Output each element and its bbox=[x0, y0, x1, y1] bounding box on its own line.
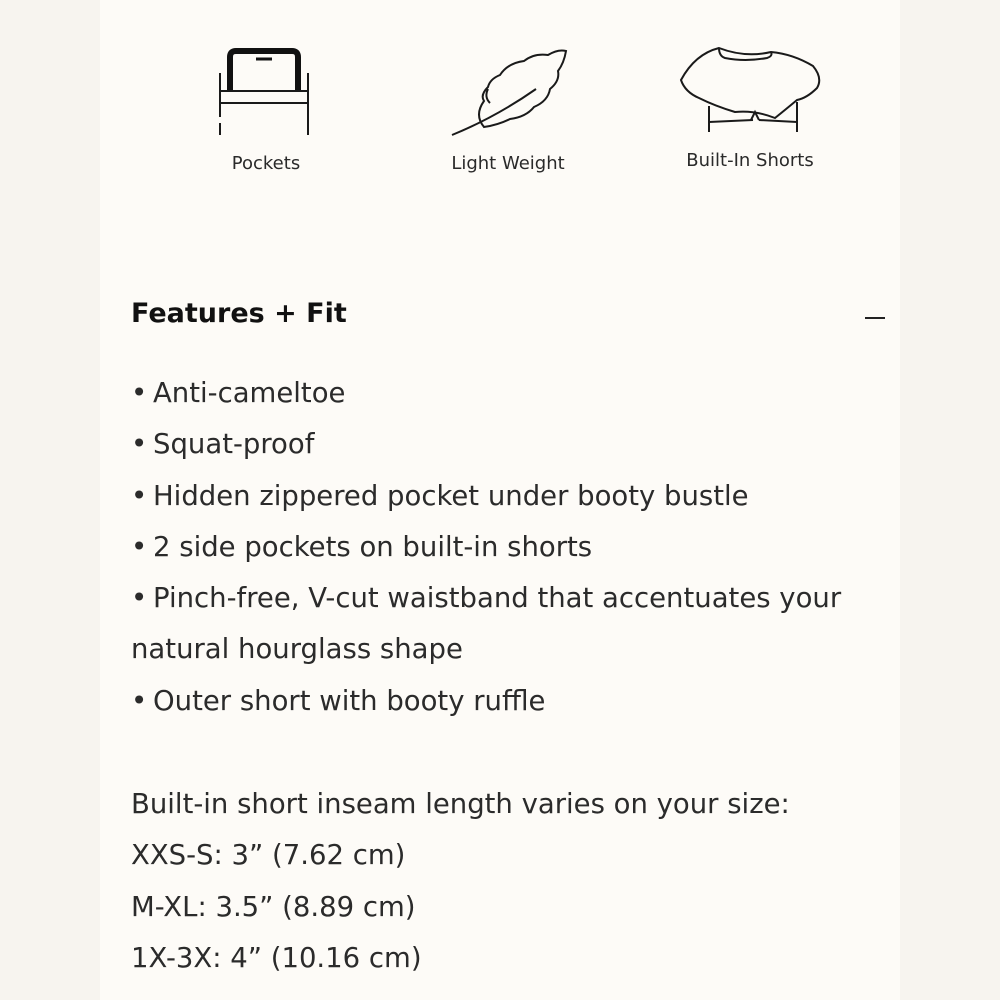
built-in-shorts-label: Built-In Shorts bbox=[686, 150, 814, 171]
size-row: 1X-3X: 4” (10.16 cm) bbox=[131, 941, 422, 974]
list-item: • Squat-proof bbox=[131, 419, 893, 470]
list-item: • Pinch-free, V-cut waistband that accentuates your natural hourglass shape bbox=[131, 573, 893, 676]
features-fit-header[interactable] bbox=[131, 298, 891, 338]
section-title: Features + Fit bbox=[131, 298, 347, 329]
list-item: • 2 side pockets on built-in shorts bbox=[131, 522, 893, 573]
collapse-button[interactable] bbox=[859, 300, 891, 334]
inseam-heading: Built-in short inseam length varies on your size: bbox=[131, 788, 790, 820]
feature-icon-built-in-shorts bbox=[650, 40, 850, 171]
feature-icon-pockets bbox=[166, 45, 366, 174]
light-weight-label: Light Weight bbox=[451, 153, 565, 174]
list-item: • Outer short with booty ruffle bbox=[131, 676, 893, 727]
feature-icon-light-weight bbox=[408, 45, 608, 174]
pockets-icon bbox=[216, 45, 316, 137]
built-in-shorts-icon bbox=[675, 40, 825, 136]
inseam-info bbox=[131, 779, 893, 984]
size-row: M-XL: 3.5” (8.89 cm) bbox=[131, 890, 416, 923]
features-list bbox=[131, 368, 893, 727]
light-weight-icon bbox=[446, 45, 570, 137]
size-row: XXS-S: 3” (7.62 cm) bbox=[131, 839, 406, 872]
list-item: • Anti-cameltoe bbox=[131, 368, 893, 419]
list-item: • Hidden zippered pocket under booty bustle bbox=[131, 471, 893, 522]
pockets-label: Pockets bbox=[231, 153, 301, 174]
minus-icon bbox=[865, 317, 885, 319]
